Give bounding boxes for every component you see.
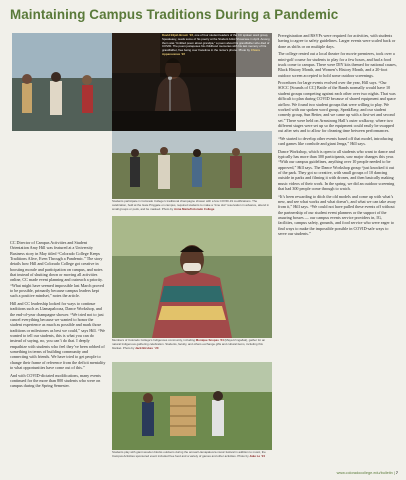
body-left-paragraph: And with COVID-dictated modifications, many events continued for the more than 800 students who were on campus during the Spring Semester. [10,372,101,389]
caption-indigenous-gathering [112,339,272,350]
body-right-paragraph: “We started to develop other events based off that model, introducing card games like cornhole and giant Jenga,” Hill says. [278,135,393,147]
photo-llamapalooza-games [112,362,272,450]
page-title: Maintaining Campus Traditions During a Pandemic [10,7,339,22]
footer-separator: | [393,471,395,475]
caption-games-credit: Jake Le ’24 [249,453,265,458]
body-right-paragraph: Dance Workshop, which is open to all students who want to dance and typically has more than 300 participants, saw major changes this year. “With our campus guidelines, anything over 10 people needed to be approved,” Hill says. The Dance Workshop group “just knocked it out of the park. They got so creative, with small groups of 10 dancing outside in parks and filming it with drones, and then basically making music videos of their work. In the spring, we did an outdoor screening that had 300 people come through to watch. [278,148,395,192]
body-left-paragraph: Hill and CC leadership looked for ways to continue traditions such as Llamapalooza, Dance Workshop, and the end-of-year champagne shower. “We tried not to just cancel everything because we wanted to honor the student experience as much as possible and mark those traditions or milestones as best we could,” says Hill. “We wanted to tell our students, this is what you can do instead of saying, no, you can’t do that. I deeply empathize with students who feel they’ve been robbed of something in terms of building community and connecting with friends. We have tried to get people to change their frame of reference from the deficit mentality to what opportunities have come out of this.” [10,300,106,371]
photo-indigenous-gathering [112,216,272,338]
caption-champagne-credit: Anna Marie/Colorado College [174,206,215,211]
body-column-right [278,33,398,239]
body-right-paragraph: Preregistration and RSVPs were required for activities, with students having to agree to safety guidelines. Larger events were scaled back or done as shifts or on multiple days. [278,33,396,49]
caption-indigenous-text2: (Maya ki’mga/lak), gather for an natural Indigenous gathering celebration. Students, faculty, and others exchange gifts and cultural items, including this blanket. Photo by [112,338,266,350]
body-right-paragraph: Procedures for large events evolved over the year, Hill says. “Our SOCC [Sounds of CC] Battle of the Bands normally would have 10 student groups competing against each other over two nights. That was difficult to plan during COVID because of shared equipment and space airflow. We found two student groups that were willing to play. We worked with our spoken word group, SpeakEasy, and our student comedy group, Sun Better, and we came up with a first-set and second set.” There were held on Armstrong Hall’s outer walkway, where two different stages were set up so the equipment could easily be swapped out after sets and to allow for cleaning time between performances. [278,80,396,134]
caption-poetry-text: , one of four student leaders of the CC spoken word group, Speakeasy, reads some of his poetry at the Student Artist Showcase in April. Among them was “Untitled poem about grandpa,” a poem about his grandfather who died of COVID. The poem juxtaposes his childhood memories with his last memory of his grandfather, free being over Facetime in the nurse’s phone. Photo by [162,33,270,53]
caption-poetry-name: David Elijah Brown ’23 [162,33,194,37]
caption-llamapalooza-games [112,451,272,459]
photo-champagne-shower [12,33,112,131]
campus-gathering-image [112,131,272,199]
indigenous-gathering-image [112,216,272,338]
caption-champagne-text: Students participate in Colorado College’s traditional champagne shower with a few COVID-19 modifications. The celebration, held at the Gate Pinggate on campus, required students to make a “time slot” reservation in advance, attend in small groups or pods, and be masked. Photo by [112,199,269,211]
champagne-shower-image [12,33,112,131]
caption-indigenous-name: Monique Snopas ’24 [195,338,224,342]
photo-campus-gathering [112,131,272,199]
llamapalooza-games-image [112,362,272,450]
caption-poetry-credit: Chiara Apparevence ’22 [162,48,260,56]
caption-poetry-reading [160,33,272,77]
page-number: 7 [395,471,398,475]
caption-indigenous-credit: Jack Birsbes ’ 20 [135,345,159,350]
caption-indigenous-text: Members of Colorado College’s Indigenous community, including [112,338,196,342]
footer-url[interactable]: www.coloradocollege.edu/bulletin [336,471,393,475]
body-left-paragraph: CC Director of Campus Activities and Student Orientation Amy Hill was featured at a University Business story in May titled “Colorado College Keeps Traditions Alive, Even Through a Pandemic.” The story details how Hill and Colorado College got creative in boosting morale and participation on campus, and notes that instead of shutting down or moving all activities online, CC made event planning and outreach a priority. “What might have seemed impossible last March proved to be possible, primarily because campus leaders kept such a positive mindset,” notes the article. [10,240,104,299]
caption-champagne-shower [112,200,272,211]
page-footer [337,471,398,475]
body-right-paragraph: “It’s been rewarding to ditch the old models and come up with what’s new, and see what works and what doesn’t, and what we can take away from it,” Hill says. “We could not have pulled these events off without the partnership of our student event planners or the support of the assuring bosses — our campus events service providers in, IG, facilities, campus safety, grounds, and food service who were eager to find ways to make the impossible possible in COVID-safe ways to serve our students.” [278,193,396,236]
caption-games-text: Students play with giant wooden blocks outdoors during the annual Llamapalooza music festival in addition to music, the Campus Activities sponsored event included free food and a variety of games and other activities. Photo by [112,450,266,458]
body-right-paragraph: The college rented out a local theatre for movie premieres, took over a mini-golf course for students to play for a few hours, and had a food truck come to campus. There were DIY kits themed for national causes, Black History Month, and Women’s History Month, and a 20-foot outdoor screen accepted to hold some outdoor screenings. [278,51,397,78]
body-column-left [10,240,106,391]
